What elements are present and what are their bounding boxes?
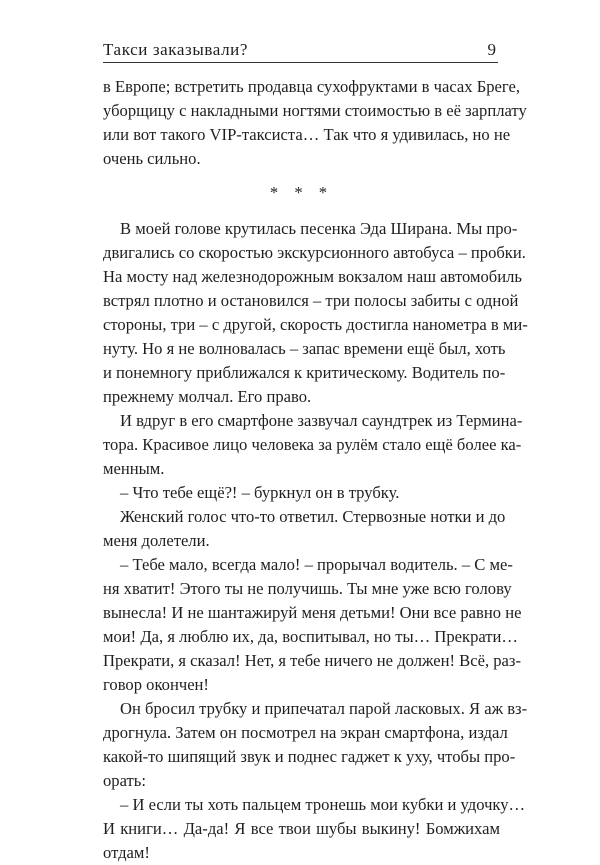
text-line: – Что тебе ещё?! – буркнул он в трубку. <box>120 483 400 502</box>
text-line: тора. Красивое лицо человека за рулём стало ещё более ка- <box>103 435 522 454</box>
paragraph <box>103 481 500 505</box>
paragraph-intro <box>103 75 527 171</box>
text-line: мои! Да, я люблю их, да, воспитывал, но ты… Прекрати… <box>103 627 519 646</box>
text-line: И книги… Да-да! Я все твои шубы выкину! Бомжихам <box>103 819 500 838</box>
text-line: Он бросил трубку и припечатал парой ласковых. Я аж вз- <box>120 699 528 718</box>
paragraph <box>103 505 506 553</box>
text-line: В моей голове крутилась песенка Эда Ширана. Мы про- <box>120 219 518 238</box>
paragraph <box>103 217 528 409</box>
text-line: встрял плотно и остановился – три полосы забиты с одной <box>103 291 519 310</box>
running-header <box>103 38 498 63</box>
text-line: орать: <box>103 771 146 790</box>
text-line: вынесла! И не шантажируй меня детьми! Они все равно не <box>103 603 522 622</box>
paragraph <box>103 553 522 697</box>
paragraph <box>103 697 528 793</box>
text-line: – И если ты хоть пальцем тронешь мои кубки и удочку… <box>120 795 526 814</box>
text-line: в Европе; встретить продавца сухофруктами в часах Бреге, <box>103 77 520 96</box>
text-line: меня долетели. <box>103 531 210 550</box>
text-line: На мосту над железнодорожным вокзалом наш автомобиль <box>103 267 522 286</box>
text-line: И вдруг в его смартфоне зазвучал саундтрек из Термина- <box>120 411 523 430</box>
body-text <box>103 75 528 865</box>
text-line: ня хватит! Этого ты не получишь. Ты мне уже всю голову <box>103 579 512 598</box>
text-line: прежнему молчал. Его право. <box>103 387 312 406</box>
text-line: или вот такого VIP-таксиста… Так что я удивилась, но не <box>103 125 511 144</box>
text-line: говор окончен! <box>103 675 209 694</box>
text-line: менным. <box>103 459 165 478</box>
page-number: 9 <box>487 40 496 59</box>
text-line: нуту. Но я не волновалась – запас времени ещё был, хоть <box>103 339 506 358</box>
text-line: уборщицу с накладными ногтями стоимостью в её зарплату <box>103 101 527 120</box>
text-line: отдам! <box>103 843 150 862</box>
text-line: стороны, три – с другой, скорость достигла нанометра в ми- <box>103 315 528 334</box>
text-line: – Тебе мало, всегда мало! – прорычал водитель. – С ме- <box>120 555 513 574</box>
section-separator: * * * <box>269 183 334 202</box>
running-title: Такси заказывали? <box>103 40 249 59</box>
paragraph <box>103 793 526 865</box>
text-line: и понемногу приближался к критическому. Водитель по- <box>103 363 506 382</box>
text-line: очень сильно. <box>103 149 201 168</box>
text-line: Прекрати, я сказал! Нет, я тебе ничего не должен! Всё, раз- <box>103 651 522 670</box>
text-line: какой-то шипящий звук и поднес гаджет к уху, чтобы про- <box>103 747 516 766</box>
text-line: дрогнула. Затем он посмотрел на экран смартфона, издал <box>103 723 508 742</box>
paragraph <box>103 409 523 481</box>
text-line: Женский голос что-то ответил. Стервозные нотки и до <box>120 507 506 526</box>
text-line: двигались со скоростью экскурсионного автобуса – пробки. <box>103 243 526 262</box>
